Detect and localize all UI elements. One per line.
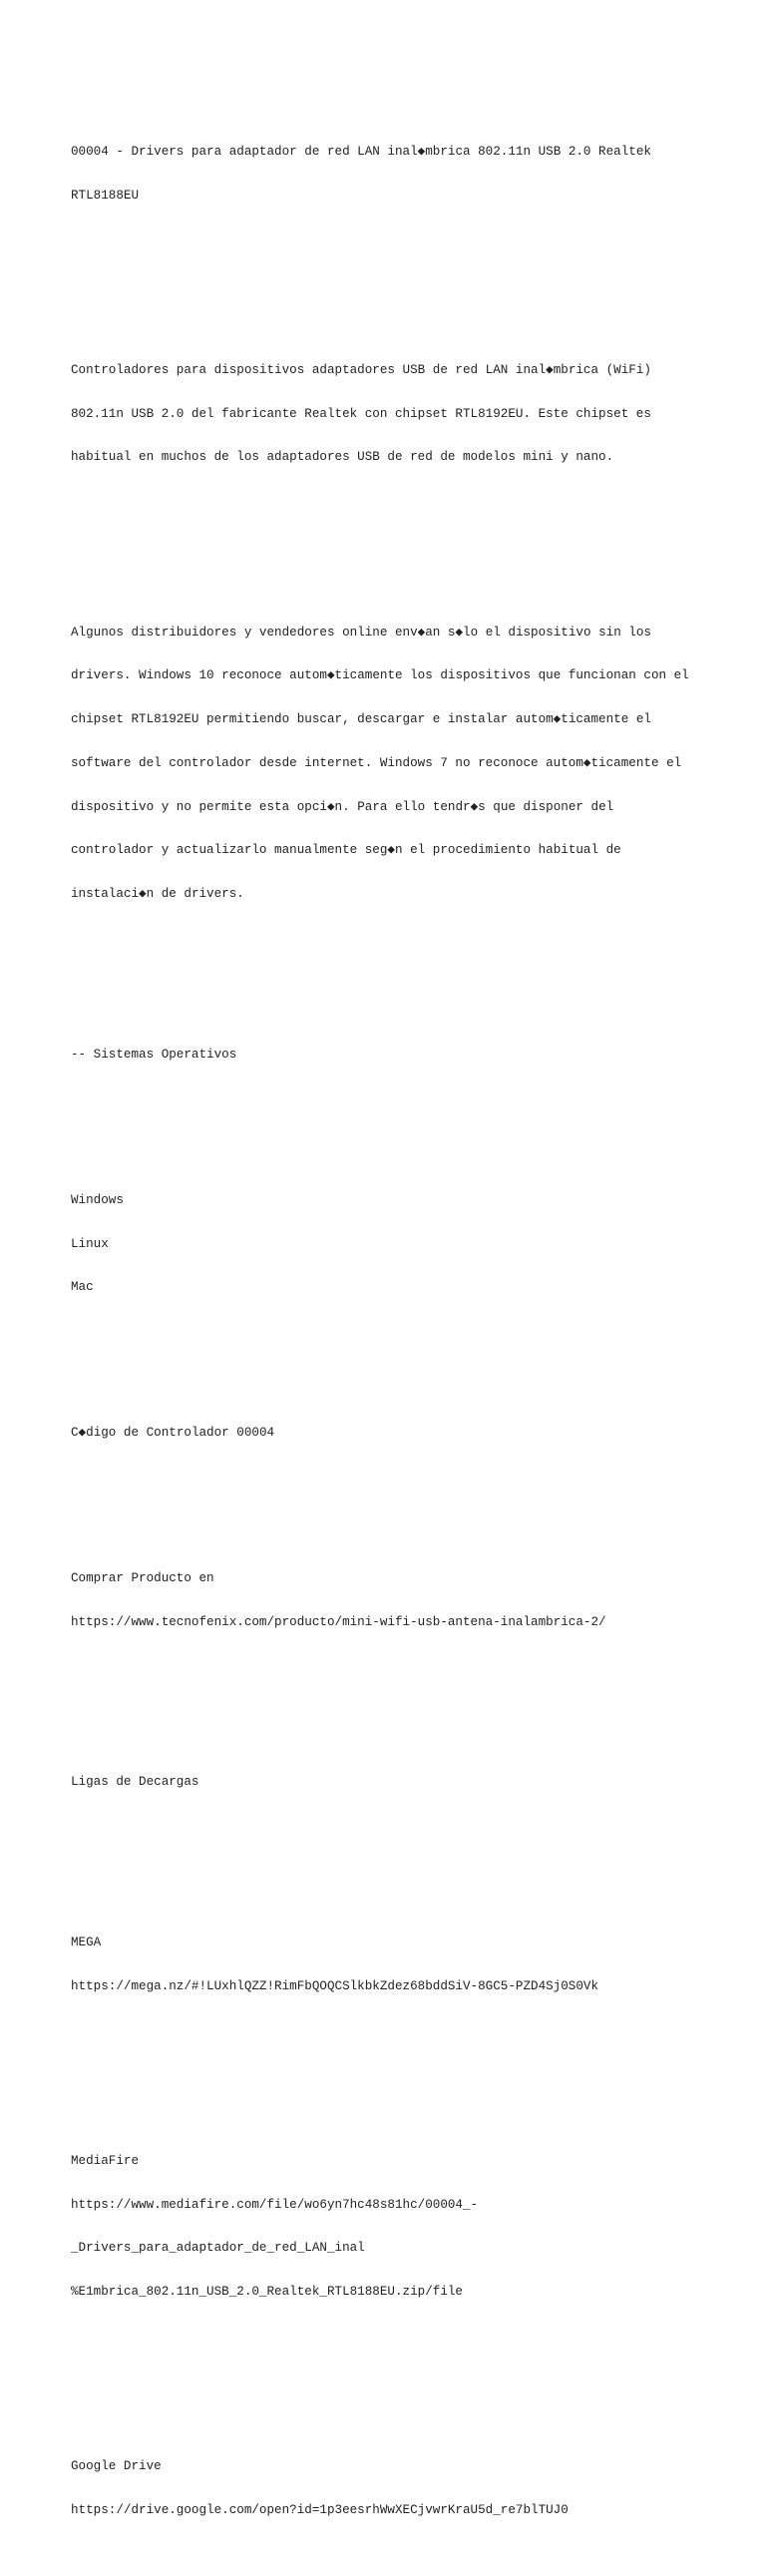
os-list-item: Mac	[71, 1280, 94, 1295]
download-entry-google-drive	[71, 2430, 719, 2547]
buy-label: Comprar Producto en	[71, 1571, 214, 1586]
paragraph-line: software del controlador desde internet. Windows 7 no reconoce autom◆ticamente el	[71, 755, 682, 770]
download-name: Google Drive	[71, 2459, 162, 2474]
os-heading: -- Sistemas Operativos	[71, 1047, 237, 1062]
paragraph-line: drivers. Windows 10 reconoce autom◆ticamente los dispositivos que funcionan con el	[71, 668, 689, 683]
detail-paragraph	[71, 596, 719, 931]
title-line: RTL8188EU	[71, 188, 140, 203]
download-name: MediaFire	[71, 2153, 140, 2168]
download-link[interactable]: %E1mbrica_802.11n_USB_2.0_Realtek_RTL8188EU.zip/file	[71, 2285, 463, 2300]
buy-link[interactable]: https://www.tecnofenix.com/producto/mini-wifi-usb-antena-inalambrica-2/	[71, 1614, 606, 1629]
paragraph-line: habitual en muchos de los adaptadores USB de red de modelos mini y nano.	[71, 450, 614, 465]
paragraph-line: instalaci◆n de drivers.	[71, 887, 244, 902]
download-entry-mediafire	[71, 2125, 719, 2329]
paragraph-line: controlador y actualizarlo manualmente seg◆n el procedimiento habitual de	[71, 843, 621, 858]
paragraph-line: Algunos distribuidores y vendedores online env◆an s◆lo el dispositivo sin los	[71, 625, 651, 640]
download-name: MEGA	[71, 1935, 102, 1949]
paragraph-line: Controladores para dispositivos adaptadores USB de red LAN inal◆mbrica (WiFi)	[71, 362, 651, 377]
download-entry-mega	[71, 1907, 719, 2023]
buy-section	[71, 1542, 719, 1659]
document-title	[71, 116, 719, 232]
document-body	[71, 72, 719, 2576]
title-line: 00004 - Drivers para adaptador de red LAN inal◆mbrica 802.11n USB 2.0 Realtek	[71, 144, 651, 159]
paragraph-line: 802.11n USB 2.0 del fabricante Realtek con chipset RTL8192EU. Este chipset es	[71, 406, 651, 421]
intro-paragraph	[71, 334, 719, 495]
download-link[interactable]: https://www.mediafire.com/file/wo6yn7hc48s81hc/00004_-	[71, 2197, 479, 2212]
download-link[interactable]: https://mega.nz/#!LUxhlQZZ!RimFbQOQCSlkbkZdez68bddSiV-8GC5-PZD4Sj0S0Vk	[71, 1978, 599, 1993]
download-link[interactable]: _Drivers_para_adaptador_de_red_LAN_inal	[71, 2241, 365, 2256]
paragraph-line: chipset RTL8192EU permitiendo buscar, descargar e instalar autom◆ticamente el	[71, 712, 651, 727]
controller-code: C◆digo de Controlador 00004	[71, 1426, 275, 1441]
download-link[interactable]: https://drive.google.com/open?id=1p3eesrhWwXECjvwrKraU5d_re7blTUJ0	[71, 2503, 569, 2518]
os-list	[71, 1164, 719, 1325]
paragraph-line: dispositivo y no permite esta opci◆n. Para ello tendr◆s que disponer del	[71, 799, 614, 814]
os-list-item: Linux	[71, 1236, 109, 1251]
downloads-heading: Ligas de Decargas	[71, 1775, 199, 1790]
os-list-item: Windows	[71, 1192, 124, 1207]
